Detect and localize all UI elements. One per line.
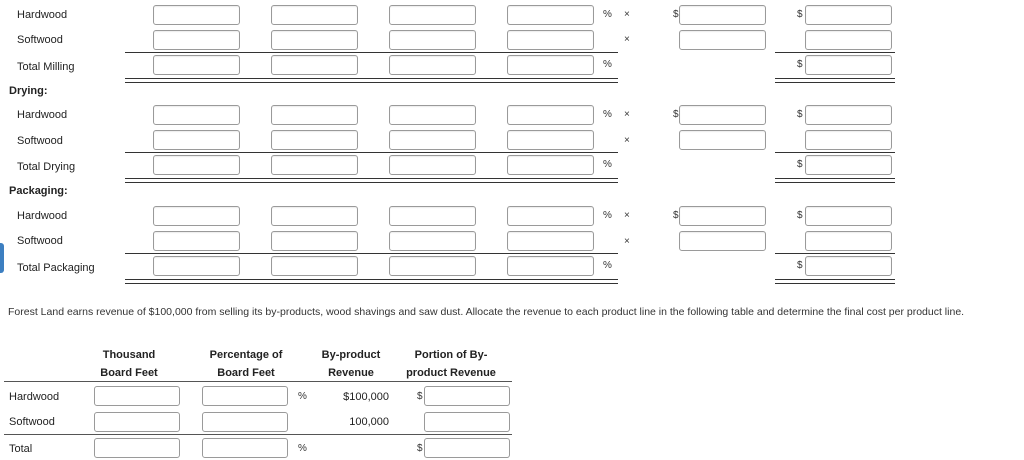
percent-symbol: %: [603, 109, 612, 120]
dollar-symbol: $: [417, 391, 423, 402]
header-portion-line1: Portion of By-: [414, 349, 488, 361]
packaging-softwood-input-4[interactable]: [507, 231, 594, 251]
total-percentage-input[interactable]: [202, 438, 288, 458]
milling-total-input-1[interactable]: [153, 55, 240, 75]
drying-hardwood-input-3[interactable]: [389, 105, 476, 125]
packaging-softwood-rate-input[interactable]: [679, 231, 766, 251]
milling-total-input-2[interactable]: [271, 55, 358, 75]
drying-softwood-input-4[interactable]: [507, 130, 594, 150]
hardwood-byproduct-revenue: $100,000: [343, 391, 389, 403]
packaging-total-label: Total Packaging: [17, 262, 95, 274]
drying-hardwood-input-1[interactable]: [153, 105, 240, 125]
drying-hardwood-input-4[interactable]: [507, 105, 594, 125]
header-divider: [4, 381, 512, 382]
double-underline: [775, 279, 895, 284]
packaging-total-input-3[interactable]: [389, 256, 476, 276]
milling-total-input-3[interactable]: [389, 55, 476, 75]
total-portion-input[interactable]: [424, 438, 510, 458]
milling-hardwood-input-2[interactable]: [271, 5, 358, 25]
packaging-total-input-2[interactable]: [271, 256, 358, 276]
dollar-symbol: $: [673, 109, 679, 120]
drying-total-cost-input[interactable]: [805, 155, 892, 175]
hardwood-portion-input[interactable]: [424, 386, 510, 406]
instructions-text: Forest Land earns revenue of $100,000 from selling its by-products, wood shavings and saw dust. Allocate the revenue to each product line in the following table and determine the final cost per product line.: [8, 306, 965, 318]
drying-total-input-2[interactable]: [271, 155, 358, 175]
packaging-softwood-input-3[interactable]: [389, 231, 476, 251]
drying-total-label: Total Drying: [17, 161, 76, 173]
header-percentage-line2: Board Feet: [217, 367, 275, 379]
packaging-hardwood-input-3[interactable]: [389, 206, 476, 226]
packaging-hardwood-label: Hardwood: [17, 210, 68, 222]
dollar-symbol: $: [797, 210, 803, 221]
drying-total-input-3[interactable]: [389, 155, 476, 175]
dollar-symbol: $: [797, 159, 803, 170]
dollar-symbol: $: [673, 210, 679, 221]
percent-symbol: %: [603, 260, 612, 271]
drying-softwood-input-3[interactable]: [389, 130, 476, 150]
dollar-symbol: $: [797, 260, 803, 271]
softwood-percentage-input[interactable]: [202, 412, 288, 432]
double-underline: [125, 178, 618, 183]
drying-total-input-1[interactable]: [153, 155, 240, 175]
packaging-title: Packaging:: [9, 185, 68, 197]
dollar-symbol: $: [797, 109, 803, 120]
header-percentage-line1: Percentage of: [209, 349, 283, 361]
double-underline: [125, 279, 618, 284]
packaging-hardwood-input-4[interactable]: [507, 206, 594, 226]
dollar-symbol: $: [673, 9, 679, 20]
drying-hardwood-rate-input[interactable]: [679, 105, 766, 125]
packaging-total-input-1[interactable]: [153, 256, 240, 276]
milling-softwood-cost-input[interactable]: [805, 30, 892, 50]
drying-hardwood-cost-input[interactable]: [805, 105, 892, 125]
softwood-portion-input[interactable]: [424, 412, 510, 432]
focus-indicator: [0, 243, 4, 273]
byproduct-hardwood-label: Hardwood: [9, 391, 60, 403]
milling-hardwood-input-4[interactable]: [507, 5, 594, 25]
percent-symbol: %: [603, 210, 612, 221]
softwood-board-feet-input[interactable]: [94, 412, 180, 432]
total-board-feet-input[interactable]: [94, 438, 180, 458]
byproduct-total-label: Total: [9, 443, 33, 455]
packaging-total-cost-input[interactable]: [805, 256, 892, 276]
milling-softwood-input-3[interactable]: [389, 30, 476, 50]
milling-hardwood-input-3[interactable]: [389, 5, 476, 25]
packaging-softwood-input-1[interactable]: [153, 231, 240, 251]
total-divider: [4, 434, 512, 435]
dollar-symbol: $: [417, 443, 423, 454]
percent-symbol: %: [603, 9, 612, 20]
header-revenue-line1: By-product: [321, 349, 381, 361]
milling-total-label: Total Milling: [17, 61, 75, 73]
times-symbol: ×: [624, 135, 630, 146]
percent-symbol: %: [298, 391, 307, 402]
drying-softwood-input-1[interactable]: [153, 130, 240, 150]
drying-softwood-cost-input[interactable]: [805, 130, 892, 150]
times-symbol: ×: [624, 34, 630, 45]
header-board-feet-line1: Thousand: [102, 349, 156, 361]
percent-symbol: %: [298, 443, 307, 454]
header-revenue-line2: Revenue: [328, 367, 374, 379]
hardwood-board-feet-input[interactable]: [94, 386, 180, 406]
times-symbol: ×: [624, 210, 630, 221]
dollar-symbol: $: [797, 9, 803, 20]
drying-hardwood-label: Hardwood: [17, 109, 68, 121]
percent-symbol: %: [603, 59, 612, 70]
milling-total-input-4[interactable]: [507, 55, 594, 75]
milling-hardwood-cost-input[interactable]: [805, 5, 892, 25]
milling-softwood-input-4[interactable]: [507, 30, 594, 50]
packaging-hardwood-input-2[interactable]: [271, 206, 358, 226]
drying-softwood-input-2[interactable]: [271, 130, 358, 150]
hardwood-percentage-input[interactable]: [202, 386, 288, 406]
packaging-softwood-label: Softwood: [17, 235, 63, 247]
packaging-softwood-input-2[interactable]: [271, 231, 358, 251]
double-underline: [125, 78, 618, 83]
drying-softwood-label: Softwood: [17, 135, 63, 147]
drying-hardwood-input-2[interactable]: [271, 105, 358, 125]
packaging-hardwood-input-1[interactable]: [153, 206, 240, 226]
packaging-total-input-4[interactable]: [507, 256, 594, 276]
packaging-hardwood-rate-input[interactable]: [679, 206, 766, 226]
double-underline: [775, 78, 895, 83]
drying-softwood-rate-input[interactable]: [679, 130, 766, 150]
softwood-byproduct-revenue: 100,000: [349, 416, 389, 428]
times-symbol: ×: [624, 236, 630, 247]
packaging-softwood-cost-input[interactable]: [805, 231, 892, 251]
byproduct-softwood-label: Softwood: [9, 416, 55, 428]
percent-symbol: %: [603, 159, 612, 170]
drying-title: Drying:: [9, 85, 48, 97]
milling-hardwood-label: Hardwood: [17, 9, 68, 21]
header-portion-line2: product Revenue: [406, 367, 496, 379]
drying-total-input-4[interactable]: [507, 155, 594, 175]
milling-softwood-input-1[interactable]: [153, 30, 240, 50]
header-board-feet-line2: Board Feet: [100, 367, 158, 379]
milling-softwood-input-2[interactable]: [271, 30, 358, 50]
milling-hardwood-input-1[interactable]: [153, 5, 240, 25]
double-underline: [775, 178, 895, 183]
packaging-hardwood-cost-input[interactable]: [805, 206, 892, 226]
times-symbol: ×: [624, 109, 630, 120]
milling-softwood-label: Softwood: [17, 34, 63, 46]
dollar-symbol: $: [797, 59, 803, 70]
milling-total-cost-input[interactable]: [805, 55, 892, 75]
milling-softwood-rate-input[interactable]: [679, 30, 766, 50]
milling-hardwood-rate-input[interactable]: [679, 5, 766, 25]
times-symbol: ×: [624, 9, 630, 20]
